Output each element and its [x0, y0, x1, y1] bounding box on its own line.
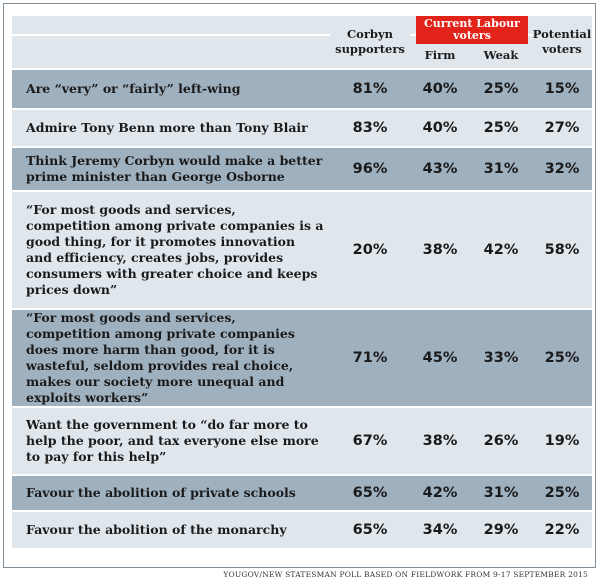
header-group-cell — [410, 16, 532, 42]
row-label: Are “very” or “fairly” left-wing — [12, 70, 330, 108]
header-row-top — [12, 16, 592, 34]
row-value-firm: 38% — [410, 192, 470, 308]
row-value-corbyn: 71% — [330, 310, 410, 406]
row-value-potential: 22% — [532, 512, 592, 548]
row-value-weak: 42% — [470, 192, 532, 308]
row-value-potential: 25% — [532, 476, 592, 510]
row-value-firm: 43% — [410, 148, 470, 190]
row-value-weak: 29% — [470, 512, 532, 548]
header-potential-voters: Potential voters — [532, 16, 592, 68]
row-value-weak: 25% — [470, 70, 532, 108]
row-label: “For most goods and services, competition among private companies does more harm than good, for it is wasteful, seldom provides real choice, makes our society more unequal and exploits workers” — [12, 310, 330, 406]
row-value-firm: 40% — [410, 70, 470, 108]
row-value-firm: 42% — [410, 476, 470, 510]
row-label: “For most goods and services, competition among private companies is a good thing, for it promotes innovation and efficiency, creates jobs, provides consumers with greater choice and keeps prices down” — [12, 192, 330, 308]
poll-table-frame — [3, 3, 596, 568]
header-corbyn-supporters: Corbyn supporters — [330, 16, 410, 68]
row-value-potential: 19% — [532, 408, 592, 474]
table-row — [12, 408, 592, 474]
row-value-corbyn: 83% — [330, 110, 410, 146]
row-value-weak: 25% — [470, 110, 532, 146]
row-value-potential: 32% — [532, 148, 592, 190]
header-firm: Firm — [410, 36, 470, 68]
row-value-weak: 26% — [470, 408, 532, 474]
table-row — [12, 70, 592, 108]
row-value-firm: 38% — [410, 408, 470, 474]
header-weak: Weak — [470, 36, 532, 68]
row-label: Favour the abolition of private schools — [12, 476, 330, 510]
row-value-firm: 34% — [410, 512, 470, 548]
row-value-corbyn: 20% — [330, 192, 410, 308]
row-label: Admire Tony Benn more than Tony Blair — [12, 110, 330, 146]
row-value-potential: 15% — [532, 70, 592, 108]
row-value-corbyn: 67% — [330, 408, 410, 474]
header-blank — [12, 16, 330, 34]
row-value-potential: 27% — [532, 110, 592, 146]
table-row — [12, 310, 592, 406]
row-value-firm: 45% — [410, 310, 470, 406]
header-current-labour-voters: Current Labour voters — [416, 16, 528, 44]
row-value-corbyn: 65% — [330, 476, 410, 510]
poll-table — [12, 14, 592, 550]
row-label: Think Jeremy Corbyn would make a better prime minister than George Osborne — [12, 148, 330, 190]
row-value-potential: 25% — [532, 310, 592, 406]
table-row — [12, 110, 592, 146]
row-label: Favour the abolition of the monarchy — [12, 512, 330, 548]
table-row — [12, 476, 592, 510]
header-blank-2 — [12, 36, 330, 68]
row-value-firm: 40% — [410, 110, 470, 146]
table-row — [12, 192, 592, 308]
table-row — [12, 512, 592, 548]
row-value-weak: 31% — [470, 476, 532, 510]
row-label: Want the government to “do far more to help the poor, and tax everyone else more to pay for this help” — [12, 408, 330, 474]
row-value-potential: 58% — [532, 192, 592, 308]
row-value-weak: 31% — [470, 148, 532, 190]
table-row — [12, 148, 592, 190]
row-value-corbyn: 96% — [330, 148, 410, 190]
row-value-corbyn: 65% — [330, 512, 410, 548]
row-value-weak: 33% — [470, 310, 532, 406]
row-value-corbyn: 81% — [330, 70, 410, 108]
source-note: YOUGOV/NEW STATESMAN POLL BASED ON FIELDWORK FROM 9-17 SEPTEMBER 2015 — [223, 570, 588, 579]
